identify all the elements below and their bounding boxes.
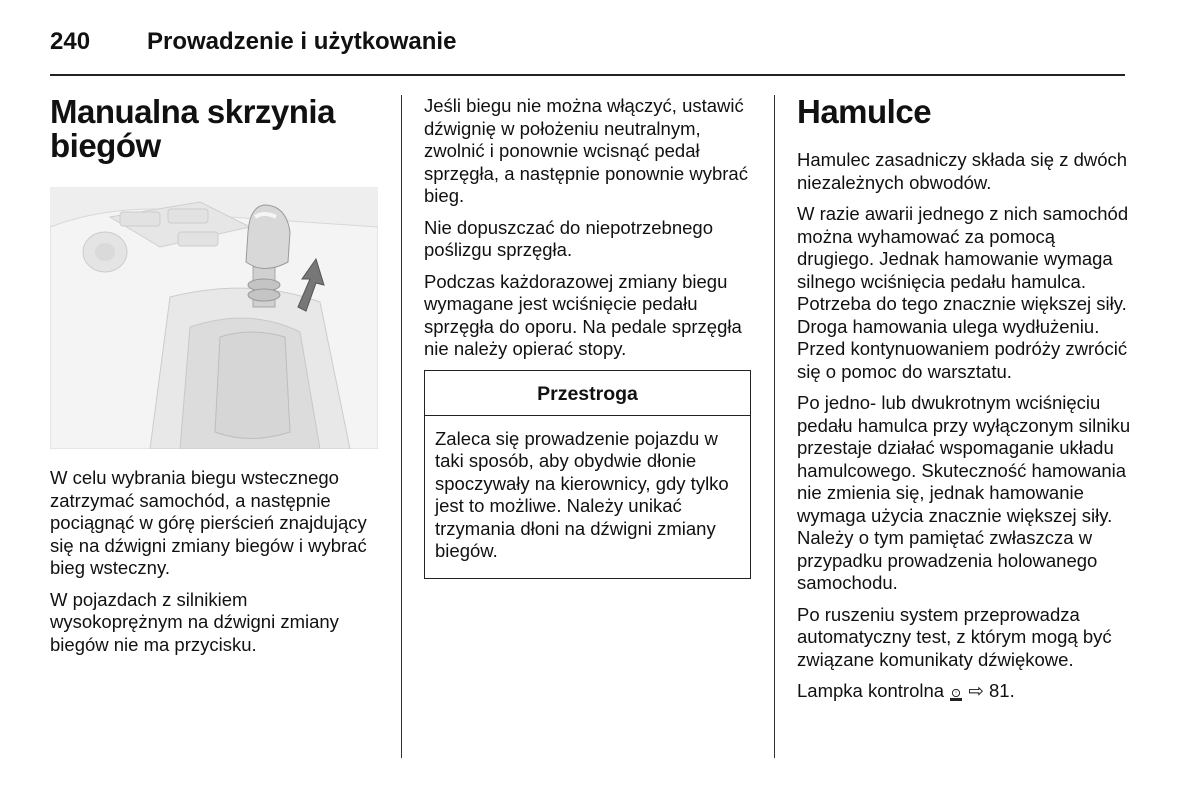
caution-title: Przestroga — [425, 371, 750, 416]
gear-lever-illustration — [50, 187, 378, 449]
paragraph: Podczas każdorazowej zmiany biegu wymagane jest wciśnięcie pedału sprzęgła do oporu. Na pedale sprzęgła nie należy opierać stopy. — [424, 270, 742, 359]
page-number: 240 — [50, 28, 91, 55]
paragraph: Po jedno- lub dwukrotnym wciśnięciu pedału hamulca przy wyłączonym silniku przestaje działać wspomaganie układu hamulcowego. Skuteczność hamowania nie zmienia się, jednak hamowanie wymaga użycia znacznie większej siły. Należy o tym pamiętać zwłaszcza w przypadku prowadzenia holowanego samochodu. — [797, 392, 1131, 593]
caution-box — [424, 370, 751, 579]
paragraph: Jeśli biegu nie można włączyć, ustawić dźwignię w położeniu neutralnym, zwolnić i ponownie wcisnąć pedał sprzęgła, a następnie ponownie wybrać bieg. — [424, 95, 748, 206]
brake-warning-icon — [949, 685, 963, 699]
paragraph: W celu wybrania biegu wstecznego zatrzymać samochód, a następnie pociągnąć w górę pierścień znajdujący się na dźwigni zmiany biegów i wybrać bieg wsteczny. — [50, 467, 367, 578]
page-reference: 81. — [989, 680, 1015, 701]
header-rule — [50, 74, 1125, 76]
right-column — [797, 95, 1132, 712]
middle-column — [424, 95, 754, 579]
paragraph: Hamulec zasadniczy składa się z dwóch niezależnych obwodów. — [797, 149, 1128, 193]
svg-text:!: ! — [955, 691, 958, 697]
left-column — [50, 95, 380, 665]
page-header — [50, 26, 1125, 76]
lamp-reference — [797, 680, 1132, 703]
paragraph: Nie dopuszczać do niepotrzebnego poślizgu sprzęgła. — [424, 216, 713, 260]
caution-body — [425, 416, 750, 578]
section-heading-brakes: Hamulce — [797, 93, 932, 130]
section-heading-gearbox: Manualna skrzynia biegów — [50, 93, 335, 164]
lamp-reference-prefix: Lampka kontrolna — [797, 680, 945, 701]
paragraph: W pojazdach z silnikiem wysokoprężnym na dźwigni zmiany biegów nie ma przycisku. — [50, 588, 339, 655]
column-divider-1 — [401, 95, 402, 758]
paragraph: Po ruszeniu system przeprowadza automatyczny test, z którym mogą być związane komunikaty dźwiękowe. — [797, 603, 1112, 670]
gear-lever-svg — [50, 187, 378, 449]
running-title: Prowadzenie i użytkowanie — [147, 28, 457, 55]
column-divider-2 — [774, 95, 775, 758]
paragraph: W razie awarii jednego z nich samochód można wyhamować za pomocą drugiego. Jednak hamowanie wymaga silnego wciśnięcia pedału hamulca. Potrzeba do tego znacznie większej siły. Droga hamowania ulega wydłużeniu. Przed kontynuowaniem podróży zwrócić się o pomoc do warsztatu. — [797, 203, 1129, 382]
arrow-icon: ⇨ — [968, 680, 984, 701]
caution-text: Zaleca się prowadzenie pojazdu w taki sposób, aby obydwie dłonie spoczywały na kierownicy, gdy tylko jest to możliwe. Należy unikać trzymania dłoni na dźwigni zmiany biegów. — [435, 427, 729, 561]
